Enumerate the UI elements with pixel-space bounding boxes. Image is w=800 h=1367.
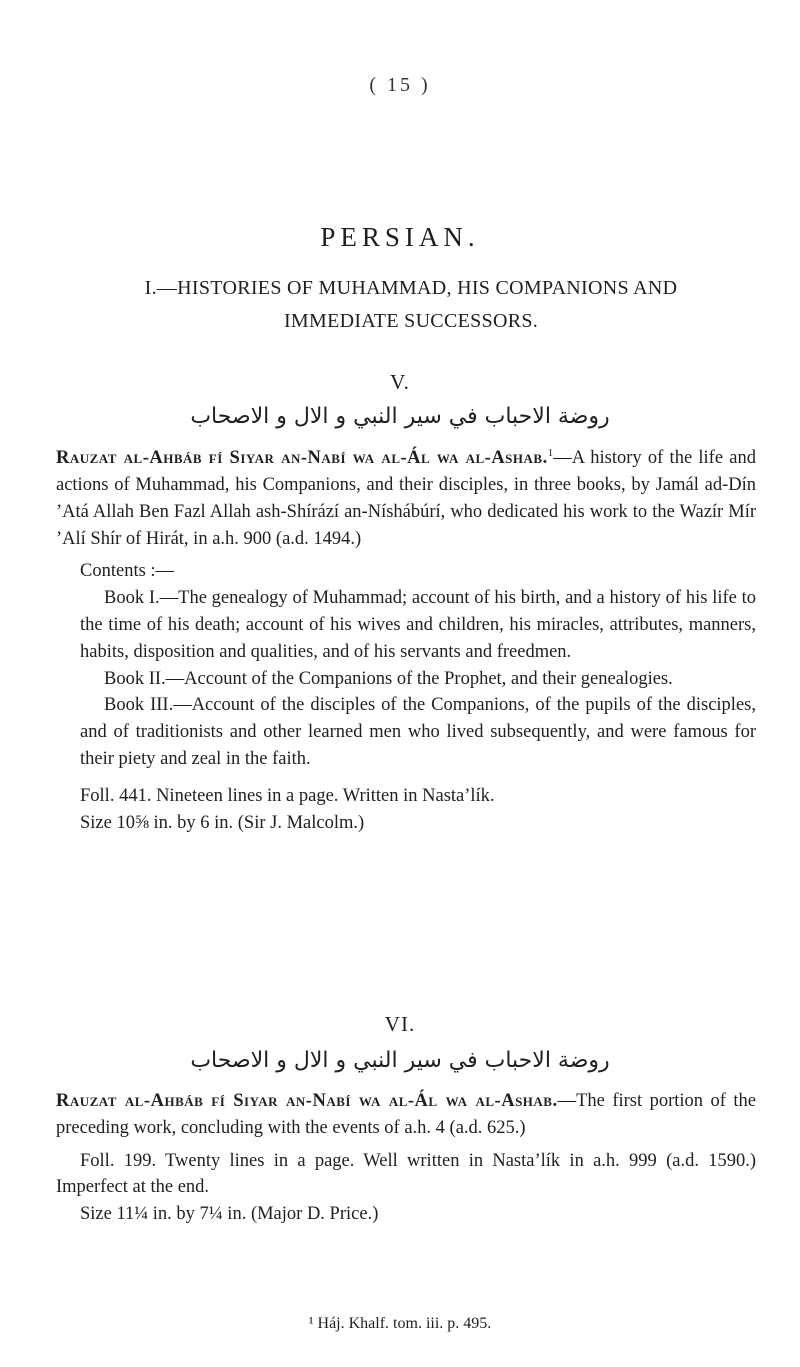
- entry-number: VI.: [384, 1012, 416, 1036]
- main-title: PERSIAN.: [320, 222, 480, 252]
- entry-description: —A history of the life and actions of Muhammad, his Companions, and their disciples, in three books, by Jamál ad-Dín ’Atá Allah Ben Fazl Allah ash-Shírází an-Níshábúrí, who dedicated his work to the Wazír Mír ’Alí Shír of Hirát, in a.h. 900 (a.d. 1494.): [56, 448, 756, 549]
- section-heading-line2: IMMEDIATE SUCCESSORS.: [283, 310, 539, 332]
- book-3: Book III.—Account of the disciples of the Companions, of the pupils of the disciples, and of traditionists and other learned men who lived subsequently, and were famous for their piety and zeal in the faith.: [80, 695, 756, 769]
- entry-v-description: [56, 440, 756, 552]
- entry-title: Rauzat al-Ahbáb fí Siyar an-Nabí wa al-Ál wa al-Ashab.: [56, 448, 548, 469]
- persian-title: روضة الاحباب في سير النبي و الال و الاصحاب: [190, 404, 610, 429]
- footnote: ¹ Háj. Khalf. tom. iii. p. 495.: [308, 1315, 492, 1332]
- entry-description: —The first portion of the preceding work, concluding with the events of a.h. 4 (a.d. 625.): [56, 1091, 756, 1138]
- book-1: Book I.—The genealogy of Muhammad; account of his birth, and a history of his life to the time of his death; account of his wives and children, his miracles, attributes, manners, habits, disposition and qualities, and of his servants and freedmen.: [80, 588, 756, 662]
- folio-info: Foll. 199. Twenty lines in a page. Well written in Nasta’lík in a.h. 999 (a.d. 1590.) Imperfect at the end.: [56, 1150, 756, 1198]
- size-info: Size 10⅝ in. by 6 in. (Sir J. Malcolm.): [80, 812, 365, 833]
- entry-vi-description: [56, 1088, 756, 1142]
- size-info: Size 11¼ in. by 7¼ in. (Major D. Price.): [80, 1204, 379, 1225]
- book-2: Book II.—Account of the Companions of the Prophet, and their genealogies.: [104, 668, 673, 689]
- entry-number: V.: [390, 370, 410, 394]
- entry-vi-body: [56, 1088, 756, 1228]
- contents-label: Contents :—: [80, 561, 175, 582]
- entry-title: Rauzat al-Ahbáb fí Siyar an-Nabí wa al-Ál wa al-Ashab.: [56, 1091, 558, 1111]
- entry-v-body: [56, 440, 756, 836]
- section-heading: [56, 272, 766, 338]
- section-heading-line1: I.—HISTORIES OF MUHAMMAD, HIS COMPANIONS AND: [144, 277, 678, 299]
- folio-info: Foll. 441. Nineteen lines in a page. Written in Nasta’lík.: [80, 785, 495, 806]
- page-number: ( 15 ): [369, 74, 431, 96]
- persian-title: روضة الاحباب في سير النبي و الال و الاصحاب: [190, 1048, 610, 1073]
- footnote-mark: 1: [547, 447, 554, 459]
